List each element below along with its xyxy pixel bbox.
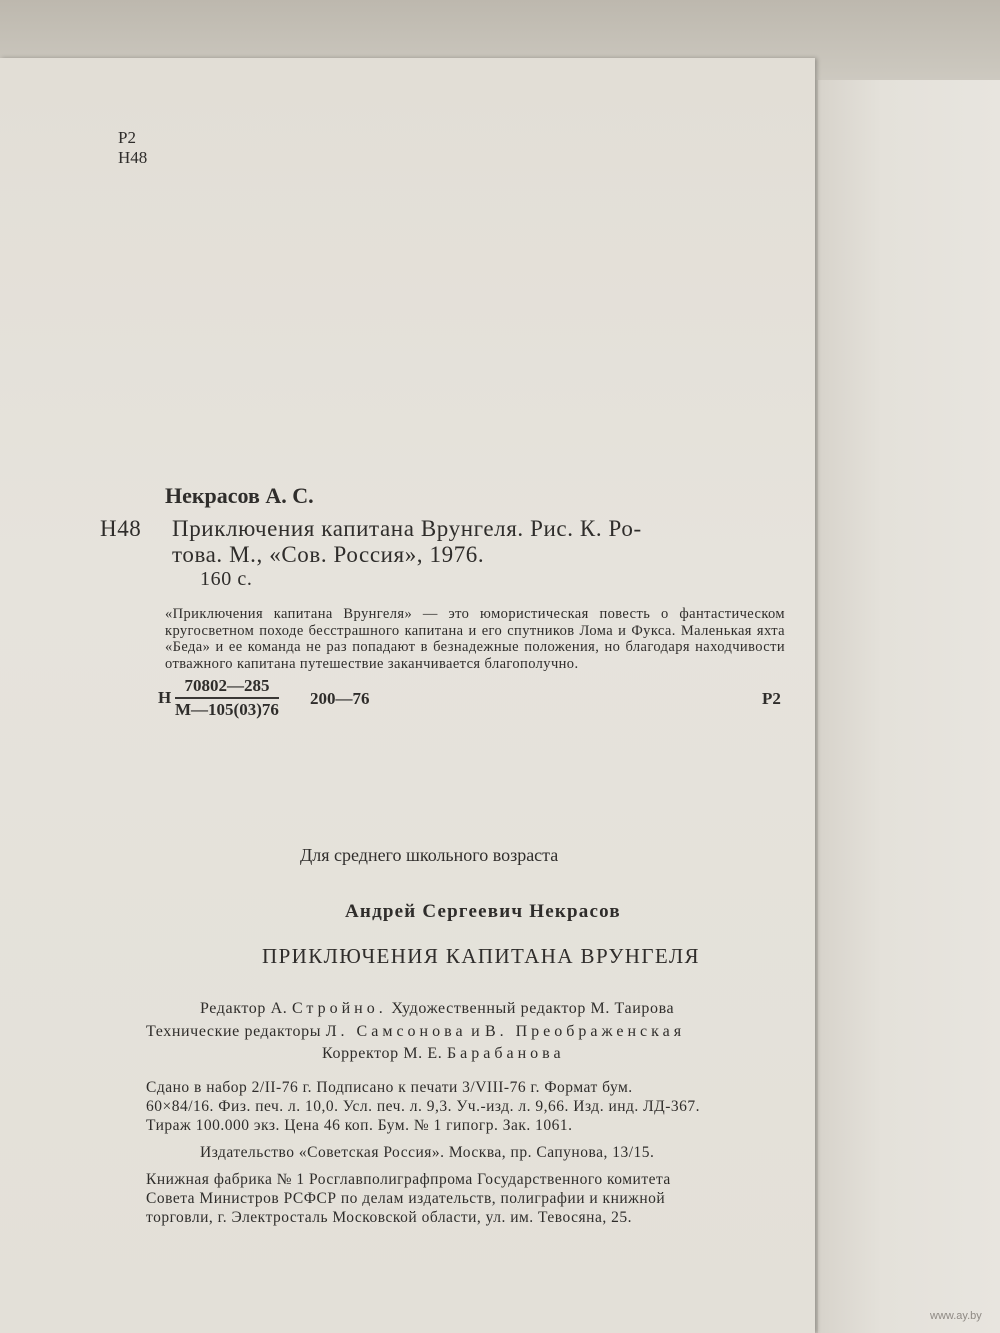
catalog-code: Н48: [100, 516, 142, 541]
catalog-index-numerator: 70802—285: [175, 676, 279, 699]
site-watermark: www.ay.by: [930, 1310, 982, 1322]
proofreader-name: Барабанова: [446, 1045, 565, 1062]
print-info: [146, 1078, 700, 1135]
full-author-name: Андрей Сергеевич Некрасов: [345, 901, 621, 922]
print-info-line1: Сдано в набор 2/II-76 г. Подписано к печати 3/VIII-76 г. Формат бум.: [146, 1079, 633, 1096]
print-info-line3: Тираж 100.000 экз. Цена 46 коп. Бум. № 1 гипогр. Зак. 1061.: [146, 1117, 573, 1134]
book-title-caps: ПРИКЛЮЧЕНИЯ КАПИТАНА ВРУНГЕЛЯ: [262, 944, 700, 968]
tech-editors-label: Технические редакторы: [146, 1023, 322, 1040]
catalog-pages: 160 с.: [200, 568, 253, 590]
editor-label: Редактор А.: [200, 1000, 288, 1017]
credits-editors: [200, 1000, 674, 1018]
art-editor: Художественный редактор М. Таирова: [391, 1000, 675, 1017]
credits-proofreader: [322, 1045, 565, 1063]
publisher-address: Издательство «Советская Россия». Москва, пр. Сапунова, 13/15.: [200, 1144, 655, 1161]
catalog-entry-line1: Приключения капитана Врунгеля. Рис. К. Ро-: [172, 516, 642, 541]
catalog-entry-line2: това. М., «Сов. Россия», 1976.: [172, 542, 485, 567]
tech-editors-and: и: [471, 1023, 481, 1040]
printer-line3: торговли, г. Электросталь Московской области, ул. им. Тевосяна, 25.: [146, 1209, 632, 1226]
printer-line1: Книжная фабрика № 1 Росглавполиграфпрома Государственного комитета: [146, 1171, 671, 1188]
catalog-abstract: «Приключения капитана Врунгеля» — это юмористическая повесть о фантастическом кругосветном походе бесстрашного капитана и его спутников Лома и Фукса. Маленькая яхта «Беда» и ее команда не раз попадают в безнадежные положения, но благодаря находчивости отважного капитана путешествие заканчивается благополучно.: [165, 606, 785, 672]
top-code-block: [118, 128, 147, 168]
audience-note: Для среднего школьного возраста: [300, 845, 559, 865]
print-info-line2: 60×84/16. Физ. печ. л. 10,0. Усл. печ. л. 9,3. Уч.-изд. л. 9,66. Изд. инд. ЛД-367.: [146, 1098, 701, 1115]
catalog-classification: Р2: [762, 689, 781, 708]
printer-line2: Совета Министров РСФСР по делам издательств, полиграфии и книжной: [146, 1190, 666, 1207]
catalog-index-suffix: 200—76: [310, 689, 370, 708]
catalog-author: Некрасов А. С.: [165, 483, 314, 508]
proofreader-label: Корректор М. Е.: [322, 1045, 443, 1062]
editor-name: Стройно.: [291, 1000, 387, 1017]
printer-info: [146, 1170, 671, 1227]
book-page: [0, 58, 815, 1333]
credits-tech-editors: [146, 1023, 685, 1041]
catalog-index-prefix: Н: [158, 688, 172, 707]
catalog-index-denominator: М—105(03)76: [175, 700, 279, 719]
top-code-line1: Р2: [118, 128, 136, 147]
facing-page: [818, 80, 1000, 1333]
top-code-line2: Н48: [118, 148, 148, 167]
tech-editor-2: В. Преображенская: [484, 1023, 686, 1040]
tech-editor-1: Л. Самсонова: [325, 1023, 467, 1040]
catalog-index-fraction: [175, 676, 279, 720]
